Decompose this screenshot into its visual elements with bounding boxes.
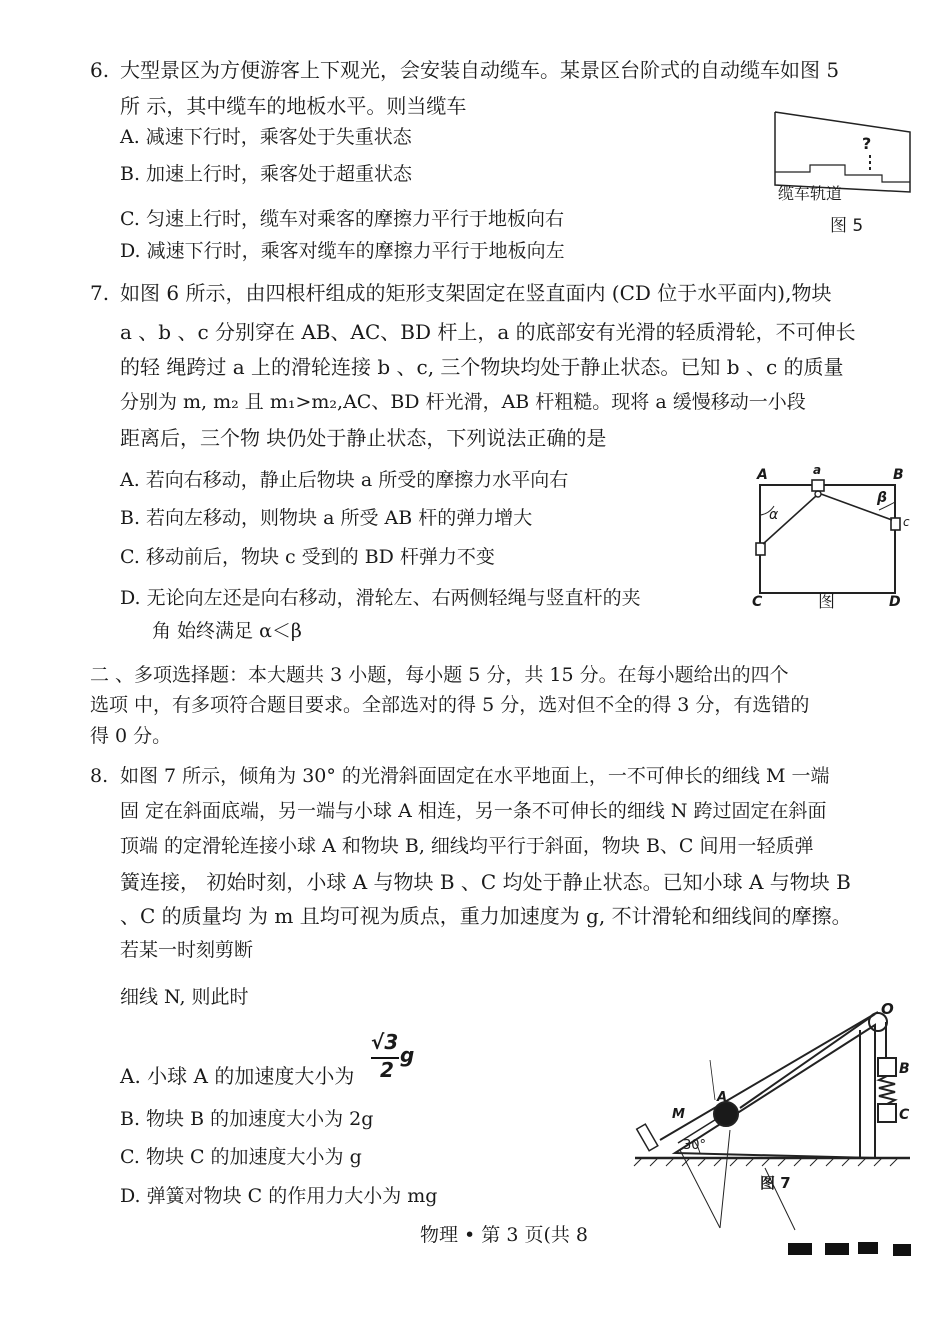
section2-line-2: 选项 中，有多项符合题目要求。全部选对的得 5 分，选对但不全的得 3 分，有选错的 <box>90 694 810 716</box>
q7-stem-line-5: 距离后，三个物 块仍处于静止状态，下列说法正确的是 <box>120 426 607 450</box>
q7-stem-line-2: a 、b 、c 分别穿在 AB、AC、BD 杆上，a 的底部安有光滑的轻质滑轮，不可伸长 <box>120 320 856 344</box>
q6-option-b: B. 加速上行时，乘客处于超重状态 <box>120 163 413 185</box>
fig6-label-A: A <box>757 467 768 483</box>
q8-stem-line-6: 若某一时刻剪断 <box>120 939 254 961</box>
fig7-label-B: B <box>899 1061 910 1077</box>
fig7-sketch-stroke-2 <box>720 1130 730 1228</box>
q6-stem-line-1: 大型景区为方便游客上下观光，会安装自动缆车。某景区台阶式的自动缆车如图 5 <box>120 58 840 82</box>
q8-number: 8. <box>90 765 109 787</box>
q8-option-a-g: g <box>400 1043 415 1067</box>
q6-option-c: C. 匀速上行时，缆车对乘客的摩擦力平行于地板向右 <box>120 208 564 230</box>
q8-option-d: D. 弹簧对物块 C 的作用力大小为 mg <box>120 1185 438 1207</box>
fig6-frame <box>760 485 895 593</box>
q7-option-c: C. 移动前后，物块 c 受到的 BD 杆弹力不变 <box>120 546 495 568</box>
fig6-label-D: D <box>889 594 901 610</box>
fig5-caption: 图 5 <box>830 216 864 236</box>
q8-stem-line-7: 细线 N, 则此时 <box>120 986 249 1008</box>
fig6-block-a <box>812 480 824 491</box>
fig7-block-B <box>878 1058 896 1076</box>
fig7-incline-surface <box>660 1012 878 1140</box>
q7-option-d-line-1: D. 无论向左还是向右移动，滑轮左、右两侧轻绳与竖直杆的夹 <box>120 587 641 609</box>
fig5-track-label: 缆车轨道 <box>778 184 843 203</box>
fig7-label-O: O <box>881 1000 894 1018</box>
fig7-label-angle: 30° <box>683 1138 707 1153</box>
fig5-frame <box>775 112 910 192</box>
fig6-label-beta: β <box>877 490 888 506</box>
footer-mark-2 <box>825 1243 849 1255</box>
q7-option-d-line-2: 角 始终满足 α＜β <box>152 620 302 642</box>
q8-stem-line-5: 、C 的质量均 为 m 且均可视为质点，重力加速度为 g, 不计滑轮和细线间的摩擦。 <box>120 904 852 928</box>
fig6-block-b <box>756 543 765 555</box>
q7-stem-line-3: 的轻 绳跨过 a 上的滑轮连接 b 、c, 三个物块均处于静止状态。已知 b 、c 的质量 <box>120 355 844 379</box>
q7-stem-line-4: 分别为 m, m₂ 且 m₁>m₂,AC、BD 杆光滑，AB 杆粗糙。现将 a 缓慢移动一小段 <box>120 391 806 413</box>
footer-mark-1 <box>788 1243 812 1255</box>
fig7-ball-A <box>714 1102 738 1126</box>
fig7-label-A: A <box>717 1090 728 1105</box>
q7-number: 7. <box>90 281 110 305</box>
fig7-block-C <box>878 1104 896 1122</box>
fig6-label-c: c <box>903 515 910 529</box>
q8-option-a: A. 小球 A 的加速度大小为 <box>120 1064 355 1088</box>
section2-line-1: 二 、多项选择题：本大题共 3 小题，每小题 5 分，共 15 分。在每小题给出的四个 <box>90 664 789 686</box>
fig7-label-C: C <box>899 1107 910 1123</box>
fig6-caption: 图 <box>818 592 835 612</box>
fig7-caption: 图 7 <box>760 1174 791 1192</box>
q6-option-d: D. 减速下行时，乘客对缆车的摩擦力平行于地板向左 <box>120 240 565 262</box>
q6-stem-line-2: 所 示，其中缆车的地板水平。则当缆车 <box>120 94 467 118</box>
figure-7-incline <box>620 1000 920 1240</box>
fig6-label-B: B <box>893 467 904 483</box>
fig7-wall-stub <box>637 1124 658 1151</box>
fig7-thread-N <box>740 1014 875 1108</box>
q8-option-a-fraction-numerator: √3 <box>371 1030 399 1054</box>
fig7-spring <box>879 1076 895 1104</box>
q8-stem-line-1: 如图 7 所示，倾角为 30° 的光滑斜面固定在水平地面上，一不可伸长的细线 M 一端 <box>120 765 830 787</box>
fig6-label-a: a <box>813 463 822 477</box>
q7-stem-line-1: 如图 6 所示，由四根杆组成的矩形支架固定在竖直面内 (CD 位于水平面内),物块 <box>120 281 832 305</box>
q6-option-a: A. 减速下行时，乘客处于失重状态 <box>120 126 412 148</box>
fig5-steps <box>775 165 910 182</box>
q7-option-b: B. 若向左移动，则物块 a 所受 AB 杆的弹力增大 <box>120 507 533 529</box>
fig6-label-C: C <box>752 594 763 610</box>
fig7-sketch-stroke-4 <box>710 1060 715 1100</box>
q8-option-a-fraction-denominator: 2 <box>380 1058 394 1082</box>
footer-mark-3 <box>858 1242 878 1254</box>
q8-stem-line-4: 簧连接， 初始时刻，小球 A 与物块 B 、C 均处于静止状态。已知小球 A 与物块 B <box>120 870 851 894</box>
page-footer: 物理 • 第 3 页(共 8 <box>420 1224 588 1246</box>
footer-mark-4 <box>893 1244 911 1256</box>
fig7-label-M: M <box>672 1107 685 1122</box>
section2-line-3: 得 0 分。 <box>90 725 172 747</box>
q8-option-b: B. 物块 B 的加速度大小为 2g <box>120 1108 374 1130</box>
q6-number: 6. <box>90 58 110 82</box>
q8-stem-line-3: 顶端 的定滑轮连接小球 A 和物块 B, 细线均平行于斜面，物块 B、C 间用一轻质弹 <box>120 835 814 857</box>
q7-option-a: A. 若向右移动，静止后物块 a 所受的摩擦力水平向右 <box>120 469 569 491</box>
fig6-label-alpha: α <box>769 507 779 523</box>
fig6-block-c <box>891 518 900 530</box>
fig7-sketch-stroke-1 <box>680 1150 720 1228</box>
figure-6-rectangular-frame <box>755 470 915 610</box>
fig5-question-mark: ? <box>862 134 872 153</box>
q8-stem-line-2: 固 定在斜面底端，另一端与小球 A 相连，另一条不可伸长的细线 N 跨过固定在斜面 <box>120 800 827 822</box>
q8-option-c: C. 物块 C 的加速度大小为 g <box>120 1146 362 1168</box>
